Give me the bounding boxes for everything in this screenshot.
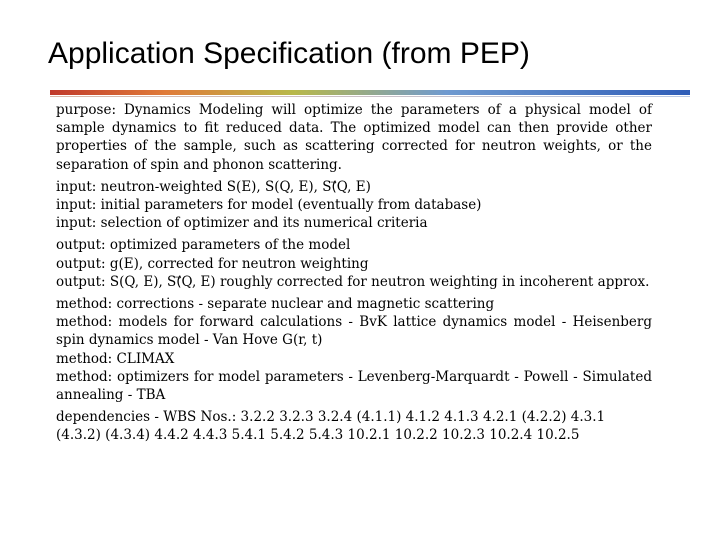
dependencies-line: dependencies - WBS Nos.: 3.2.2 3.2.3 3.2.4 (4.1.1) 4.1.2 4.1.3 4.2.1 (4.2.2) 4.3.1 bbox=[56, 409, 606, 426]
input-item: input: selection of optimizer and its numerical criteria bbox=[56, 215, 428, 232]
title-divider-shadow bbox=[50, 96, 690, 97]
dependencies-line: (4.3.2) (4.3.4) 4.4.2 4.4.3 5.4.1 5.4.2 5.4.3 10.2.1 10.2.2 10.2.3 10.2.4 10.2.5 bbox=[56, 427, 580, 444]
output-item: output: optimized parameters of the model bbox=[56, 237, 351, 254]
title-divider bbox=[50, 90, 690, 95]
method-item: method: optimizers for model parameters - Levenberg-Marquardt - Powell - Simulated annealing - TBA bbox=[56, 368, 652, 404]
method-item: method: CLIMAX bbox=[56, 350, 175, 367]
input-item: input: neutron-weighted S(E), S(Q, E), S(⃗Q, E) bbox=[56, 178, 371, 195]
method-item: method: corrections - separate nuclear and magnetic scattering bbox=[56, 296, 495, 313]
output-item: output: g(E), corrected for neutron weighting bbox=[56, 255, 369, 272]
output-item: output: S(Q, E), S(⃗Q, E) roughly corrected for neutron weighting in incoherent approx. bbox=[56, 273, 650, 290]
page-title: Application Specification (from PEP) bbox=[48, 37, 530, 70]
method-item: method: models for forward calculations - BvK lattice dynamics model - Heisenberg spin dynamics model - Van Hove G(r, t) bbox=[56, 314, 652, 349]
specification-body bbox=[56, 101, 652, 445]
input-item: input: initial parameters for model (eventually from database) bbox=[56, 197, 482, 214]
purpose-text: purpose: Dynamics Modeling will optimize the parameters of a physical model of sample dynamics to fit reduced data. The optimized model can then provide other properties of the sample, such as scattering corrected for neutron weights, or the separation of spin and phonon scattering. bbox=[56, 102, 652, 173]
